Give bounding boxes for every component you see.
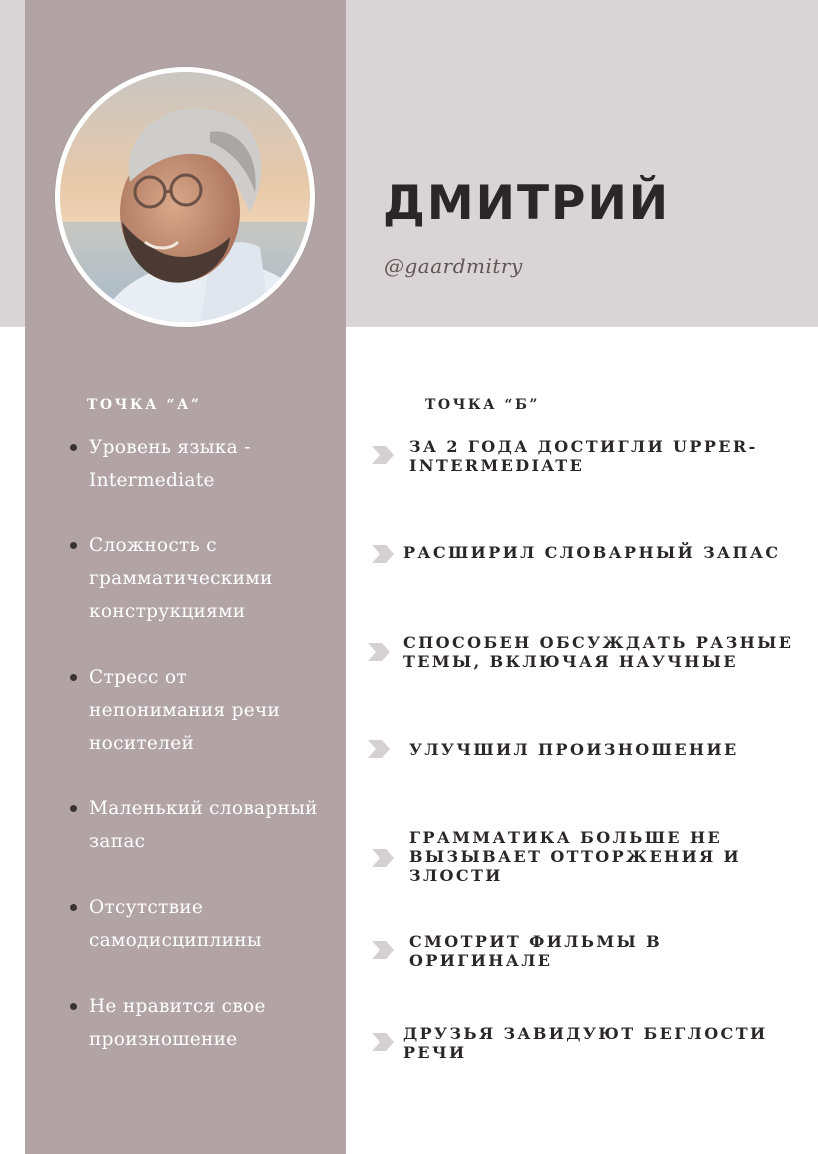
point-a-item-text: Сложность с грамматическими конструкциями bbox=[89, 535, 273, 622]
point-b-item-text: РАСШИРИЛ СЛОВАРНЫЙ ЗАПАС bbox=[403, 543, 781, 562]
point-a-item-text: Не нравится свое произношение bbox=[89, 996, 266, 1050]
point-a-heading: ТОЧКА “А” bbox=[87, 397, 202, 413]
chevron-right-icon bbox=[366, 738, 392, 760]
point-a-item bbox=[70, 661, 325, 760]
bullet-icon bbox=[70, 904, 77, 911]
chevron-right-icon bbox=[370, 847, 396, 869]
point-b-item-text: ЗА 2 ГОДА ДОСТИГЛИ UPPER-INTERMEDIATE bbox=[409, 437, 758, 475]
bullet-icon bbox=[70, 444, 77, 451]
chevron-right-icon bbox=[370, 1031, 396, 1053]
point-a-item-text: Уровень языка - Intermediate bbox=[89, 437, 251, 491]
point-a-item bbox=[70, 431, 325, 497]
chevron-right-icon bbox=[370, 543, 396, 565]
point-b-item-text: СПОСОБЕН ОБСУЖДАТЬ РАЗНЫЕ ТЕМЫ, ВКЛЮЧАЯ НАУЧНЫЕ bbox=[403, 633, 794, 671]
bullet-icon bbox=[70, 674, 77, 681]
bullet-icon bbox=[70, 805, 77, 812]
point-a-item bbox=[70, 792, 325, 858]
chevron-right-icon bbox=[370, 939, 396, 961]
point-b-item-text: УЛУЧШИЛ ПРОИЗНОШЕНИЕ bbox=[409, 740, 739, 759]
bullet-icon bbox=[70, 1003, 77, 1010]
point-b-item-text: СМОТРИТ ФИЛЬМЫ В ОРИГИНАЛЕ bbox=[409, 932, 662, 970]
profile-handle: @gaardmitry bbox=[384, 254, 523, 278]
point-b-item-text: ДРУЗЬЯ ЗАВИДУЮТ БЕГЛОСТИ РЕЧИ bbox=[403, 1024, 768, 1062]
point-a-item bbox=[70, 990, 325, 1056]
profile-name: ДМИТРИЙ bbox=[383, 176, 671, 231]
avatar-photo bbox=[60, 72, 310, 322]
point-a-item bbox=[70, 891, 325, 957]
point-b-item-text: ГРАММАТИКА БОЛЬШЕ НЕ ВЫЗЫВАЕТ ОТТОРЖЕНИЯ И ЗЛОСТИ bbox=[409, 828, 742, 885]
avatar bbox=[55, 67, 315, 327]
point-a-item-text: Стресс от непонимания речи носителей bbox=[89, 667, 281, 754]
point-a-item bbox=[70, 529, 325, 628]
point-a-item-text: Маленький словарный запас bbox=[89, 798, 318, 852]
chevron-right-icon bbox=[366, 641, 392, 663]
chevron-right-icon bbox=[370, 444, 396, 466]
point-a-item-text: Отсутствие самодисциплины bbox=[89, 897, 262, 951]
point-b-heading: ТОЧКА “Б” bbox=[425, 397, 540, 413]
bullet-icon bbox=[70, 542, 77, 549]
